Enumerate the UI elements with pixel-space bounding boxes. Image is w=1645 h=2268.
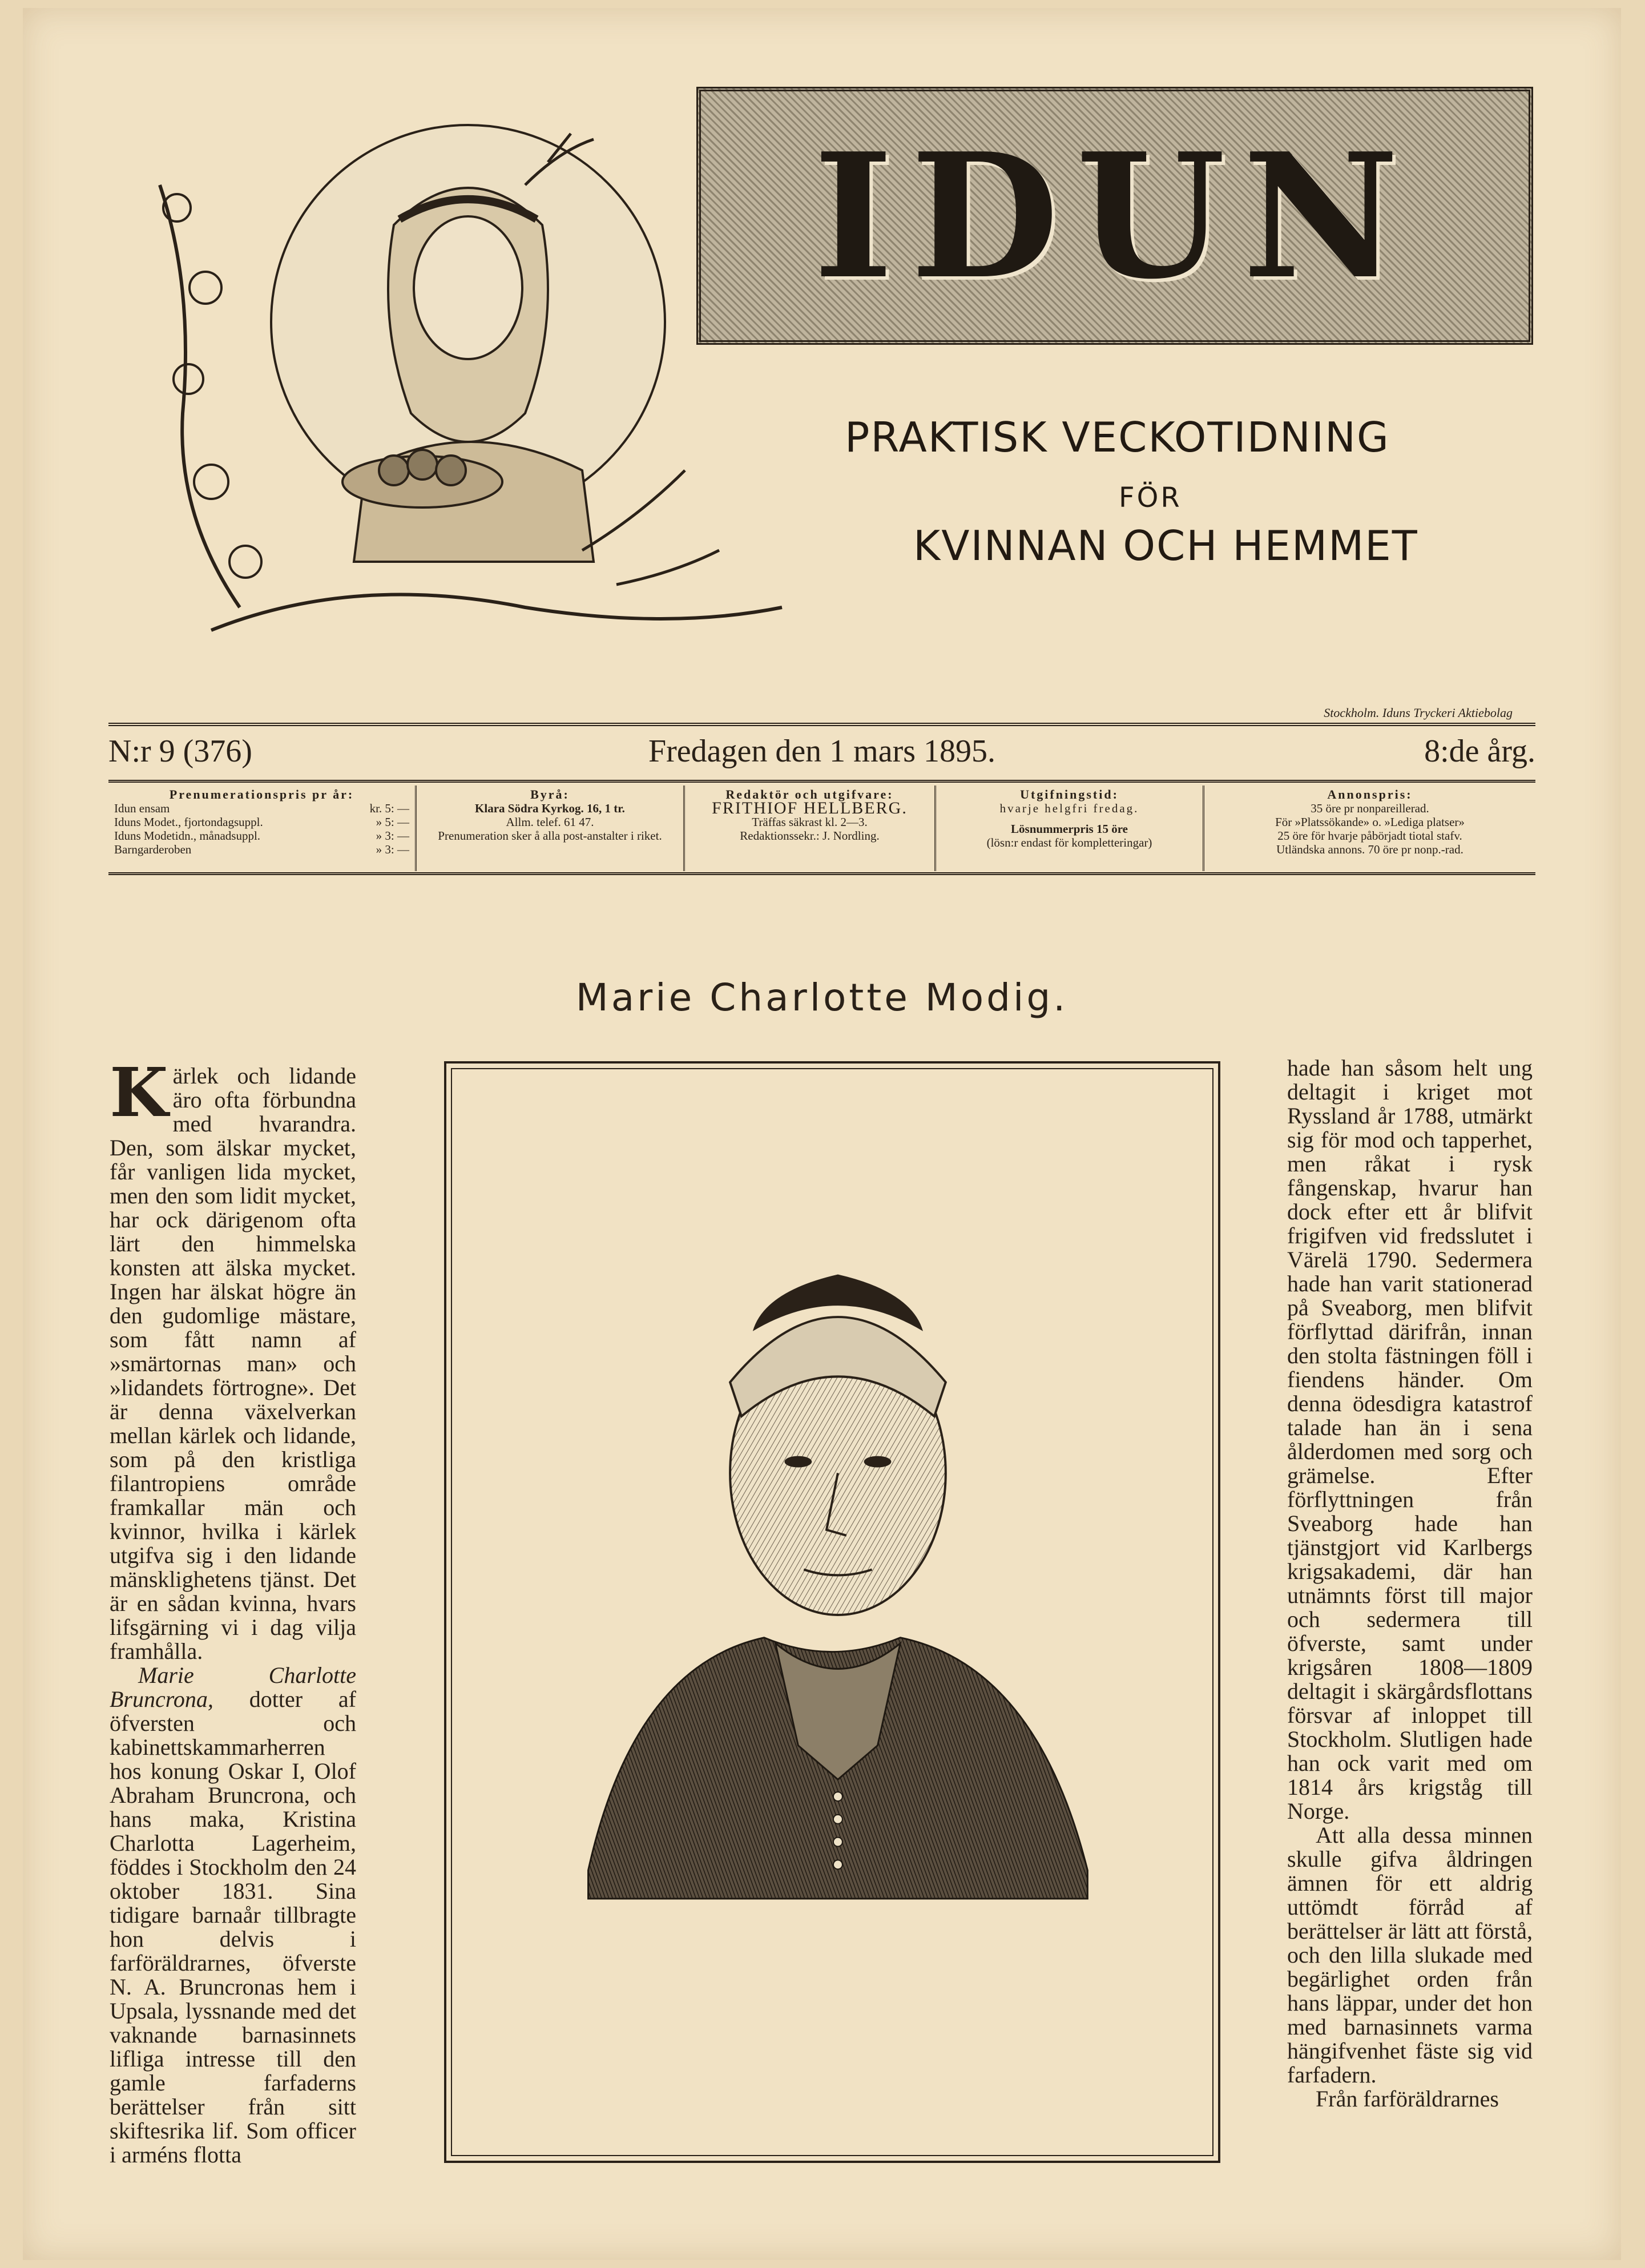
subtitle-line1: PRAKTISK VECKOTIDNING	[845, 413, 1390, 461]
dateline	[108, 733, 1535, 773]
office-title: Byrå:	[530, 787, 570, 801]
article-headline: Marie Charlotte Modig.	[575, 976, 1069, 1020]
subscription-row: Barngarderoben » 3: —	[114, 843, 409, 856]
editor-name: FRITHIOF HELLBERG.	[712, 799, 908, 817]
publication-note: (lösn:r endast för kompletteringar)	[986, 836, 1152, 849]
article-paragraph: Kärlek och lidande äro ofta förbundna med hvarandra. Den, som älskar mycket, får vanligen lida mycket, men den som lidit mycket, har ock därigenom ofta lärt den himmelska konsten att älska mycket. Ingen har älskat högre än den gudomlige mästare, som fått namn af »smärtornas man» och »lidandets förtrogne». Det är denna växelverkan mellan kärlek och lidande, som på den kristliga filantropiens område framkallar män och kvinnor, hvilka i kärlek utgifva sig i den lidande mänsklighetens tjänst. Det är en sådan kvinna, hvars lifsgärning vi i dag vilja framhålla.	[110, 1053, 356, 1664]
publication-when: hvarje helgfri fredag.	[999, 801, 1139, 815]
office-box	[417, 785, 685, 871]
editor-secretary: Redaktionssekr.: J. Nordling.	[740, 829, 880, 843]
article-paragraph: Marie Charlotte Bruncrona, dotter af öfversten och kabinettskammarherren hos konung Oskar I, Olof Abraham Bruncrona, och hans maka, Kristina Charlotta Lagerheim, föddes i Stockholm den 24 oktober 1831. Sina tidigare barnaår tillbragte hon delvis i farföräldrarnes, öfverste N. A. Bruncronas hem i Upsala, lyssnande med det vaknande barnasinnets lifliga intresse till den gamle farfaderns berättelser från sitt skiftesrika lif. Som officer i arméns flotta	[110, 1662, 356, 2168]
subtitle-area	[822, 373, 1507, 659]
ads-line: 35 öre pr nonpareillerad.	[1311, 801, 1429, 815]
editor-box	[685, 785, 936, 871]
ads-line: 25 öre för hvarje påbörjadt tiotal stafv.	[1277, 829, 1462, 843]
masthead	[23, 8, 1621, 720]
rule-top	[108, 723, 1535, 726]
masthead-title: IDUN	[813, 115, 1417, 317]
subscription-row: Iduns Modetidn., månadsuppl. » 3: —	[114, 829, 409, 843]
drop-cap: K	[110, 1053, 168, 1132]
office-address: Klara Södra Kyrkog. 16, 1 tr.	[475, 801, 625, 815]
ads-line: För »Platssökande» o. »Lediga platser»	[1275, 815, 1465, 829]
editor-title: Redaktör och utgifvare:	[725, 787, 894, 801]
portrait-engraving	[446, 1063, 1218, 2161]
info-bar	[108, 785, 1535, 871]
publication-box	[936, 785, 1204, 871]
editor-hours: Träffas säkrast kl. 2—3.	[752, 815, 868, 829]
printer-credit: Stockholm. Iduns Tryckeri Aktiebolag	[1324, 706, 1513, 720]
subscription-box	[108, 785, 417, 871]
title-box	[696, 87, 1533, 345]
portrait-frame	[444, 1061, 1220, 2163]
masthead-illustration	[126, 116, 788, 722]
ads-title: Annonspris:	[1327, 787, 1413, 801]
issue-number: N:r 9 (376)	[108, 734, 252, 769]
rule-mid	[108, 780, 1535, 783]
article-paragraph: Från farföräldrarnes	[1316, 2086, 1499, 2112]
ads-line: Utländska annons. 70 öre pr nonp.-rad.	[1276, 843, 1463, 856]
subscription-row: Idun ensam kr. 5: —	[114, 801, 409, 815]
newspaper-page	[23, 8, 1621, 2260]
subscription-row: Iduns Modet., fjortondagsuppl. » 5: —	[114, 815, 409, 829]
office-note: Prenumeration sker å alla post-anstalter i riket.	[438, 829, 662, 843]
publication-title: Utgifningstid:	[1020, 787, 1119, 801]
office-phone: Allm. telef. 61 47.	[506, 815, 594, 829]
subject-name: Marie Charlotte Bruncrona,	[110, 1662, 356, 1712]
article-column-left	[110, 1053, 356, 2168]
issue-date: Fredagen den 1 mars 1895.	[648, 734, 996, 769]
article-paragraph: hade han såsom helt ung deltagit i kriget mot Ryssland år 1788, utmärkt sig för mod och tapperhet, men råkat i rysk fångenskap, hvarur han dock efter ett år blifvit frigifven vid fredsslutet i Värelä 1790. Sedermera hade han varit stationerad på Sveaborg, men blifvit förflyttad därifrån, innan den stolta fästningen föll i fiendens händer. Om denna ödesdigra katastrof talade han än i sena ålderdomen med sorg och grämelse. Efter förflyttningen från Sveaborg hade han tjänstgjort vid Karlbergs krigsakademi, där han utnämnts först till major och sedermera till öfverste, samt under krigsåren 1808—1809 deltagit i skärgårdsflottans försvar af inloppet till Stockholm. Slutligen hade han ock varit med om 1814 års krigståg till Norge.	[1287, 1055, 1533, 1824]
rule-bottom	[108, 872, 1535, 875]
ads-box	[1204, 785, 1535, 871]
article-column-right	[1287, 1056, 1533, 2111]
publication-price: Lösnummerpris 15 öre	[1011, 822, 1128, 836]
subscription-title: Prenumerationspris pr år:	[169, 787, 354, 801]
subtitle-line3: KVINNAN OCH HEMMET	[913, 522, 1418, 570]
subtitle-line2: FÖR	[1119, 482, 1182, 514]
article-paragraph: Att alla dessa minnen skulle gifva åldringen ämnen för ett aldrig uttömdt förråd af berättelser är lätt att förstå, och den lilla slukade med begärlighet orden från hans läppar, under det hon med barnasinnets varma hängifvenhet fäste sig vid farfadern.	[1287, 1822, 1533, 2088]
volume-year: 8:de årg.	[1424, 734, 1535, 769]
